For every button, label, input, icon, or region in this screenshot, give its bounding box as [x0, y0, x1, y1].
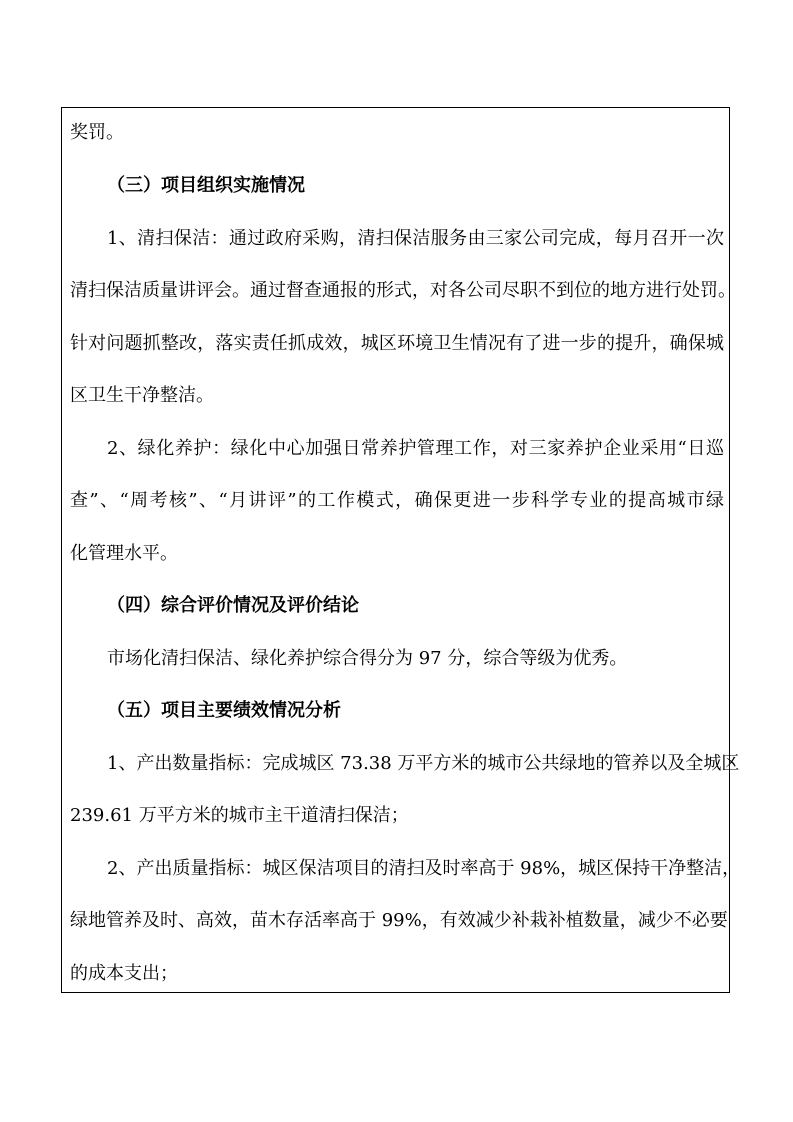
paragraph-output-quality-line-1: 2、产出质量指标：城区保洁项目的清扫及时率高于 98%，城区保持干净整洁，: [107, 858, 741, 879]
paragraph-greening-line-3: 化管理水平。: [70, 543, 178, 564]
paragraph-output-quality-line-2: 绿地管养及时、高效，苗木存活率高于 99%，有效减少补栽补植数量，减少不必要: [70, 910, 728, 931]
paragraph-greening-line-2: 查”、“周考核”、“月讲评”的工作模式，确保更进一步科学专业的提高城市绿: [70, 490, 724, 511]
paragraph-cleaning-line-4: 区卫生干净整洁。: [70, 385, 214, 406]
section-heading-implementation: （三）项目组织实施情况: [107, 175, 305, 196]
paragraph-cleaning-line-1: 1、清扫保洁：通过政府采购，清扫保洁服务由三家公司完成，每月召开一次: [107, 228, 724, 249]
paragraph-cleaning-line-2: 清扫保洁质量讲评会。通过督查通报的形式，对各公司尽职不到位的地方进行处罚。: [70, 280, 736, 301]
section-heading-evaluation: （四）综合评价情况及评价结论: [107, 595, 359, 616]
section-heading-performance: （五）项目主要绩效情况分析: [107, 700, 341, 721]
paragraph-output-quantity-line-2: 239.61 万平方米的城市主干道清扫保洁；: [70, 805, 409, 826]
text-line-reward: 奖罚。: [70, 122, 124, 143]
paragraph-evaluation-line-1: 市场化清扫保洁、绿化养护综合得分为 97 分，综合等级为优秀。: [107, 648, 628, 669]
paragraph-cleaning-line-3: 针对问题抓整改，落实责任抓成效，城区环境卫生情况有了进一步的提升，确保城: [70, 333, 724, 354]
paragraph-output-quality-line-3: 的成本支出；: [70, 963, 178, 984]
paragraph-output-quantity-line-1: 1、产出数量指标：完成城区 73.38 万平方米的城市公共绿地的管养以及全城区: [107, 753, 740, 774]
paragraph-greening-line-1: 2、绿化养护：绿化中心加强日常养护管理工作，对三家养护企业采用“日巡: [107, 438, 724, 459]
